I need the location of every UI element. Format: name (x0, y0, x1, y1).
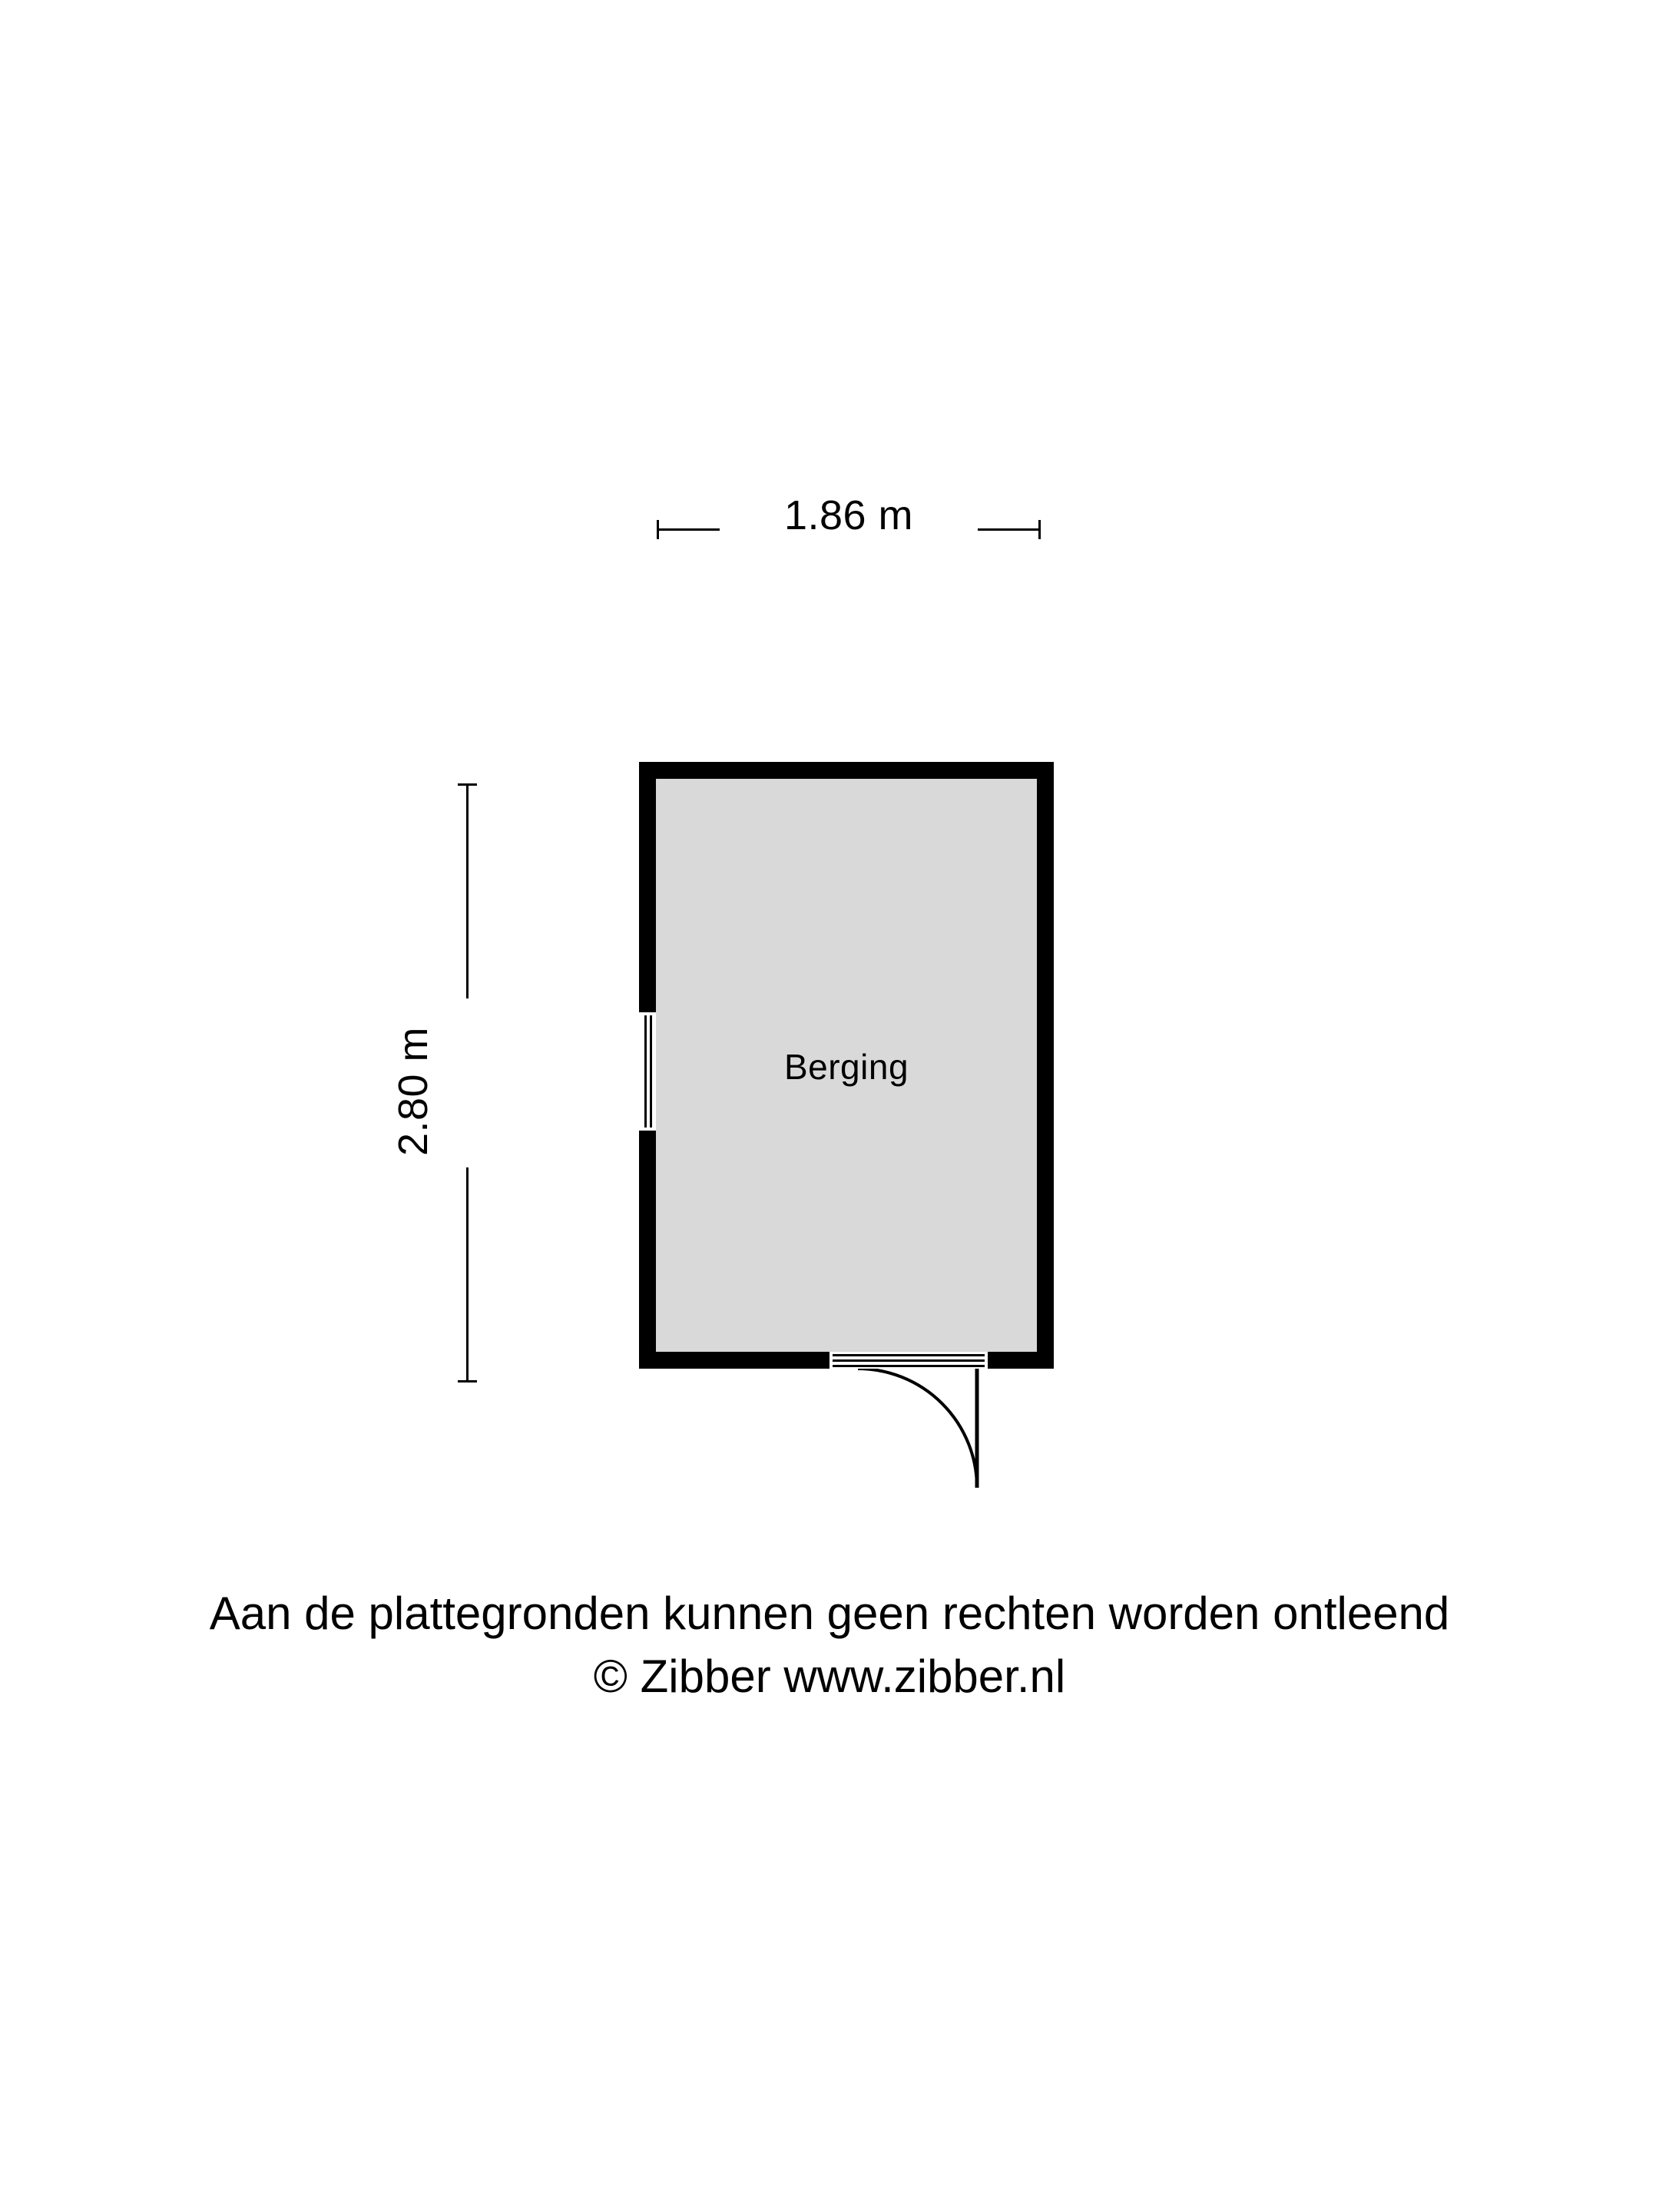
footer-copyright: © Zibber www.zibber.nl (593, 1651, 1066, 1702)
dimension-width-cap-end (1038, 520, 1041, 539)
dimension-height-segment-top (466, 783, 469, 998)
dimension-width-segment-right (978, 528, 1041, 531)
window-pane-line-2 (650, 1015, 652, 1128)
dimension-height-line (466, 783, 469, 1382)
door-frame-line-1 (833, 1354, 985, 1356)
footer (0, 1582, 1659, 1708)
dimension-width-label: 1.86 m (783, 492, 914, 538)
door-frame-line-3 (833, 1365, 985, 1367)
dimension-height (361, 783, 469, 1382)
dimension-height-label: 2.80 m (390, 1026, 436, 1157)
door-opening (826, 1352, 991, 1369)
room-label: Berging (783, 1047, 909, 1087)
door-frame-line-2 (833, 1359, 985, 1362)
dimension-height-segment-bottom (466, 1167, 469, 1382)
window-icon (639, 1009, 656, 1134)
dimension-height-cap-end (458, 1380, 477, 1382)
footer-disclaimer: Aan de plattegronden kunnen geen rechten worden ontleend (209, 1588, 1450, 1639)
dimension-width-segment-left (657, 528, 720, 531)
room-berging (639, 762, 1054, 1369)
window-pane-line-1 (644, 1015, 647, 1128)
dimension-width (657, 492, 1041, 576)
door-swing-icon (823, 1369, 985, 1530)
dimension-width-line (657, 528, 1041, 531)
